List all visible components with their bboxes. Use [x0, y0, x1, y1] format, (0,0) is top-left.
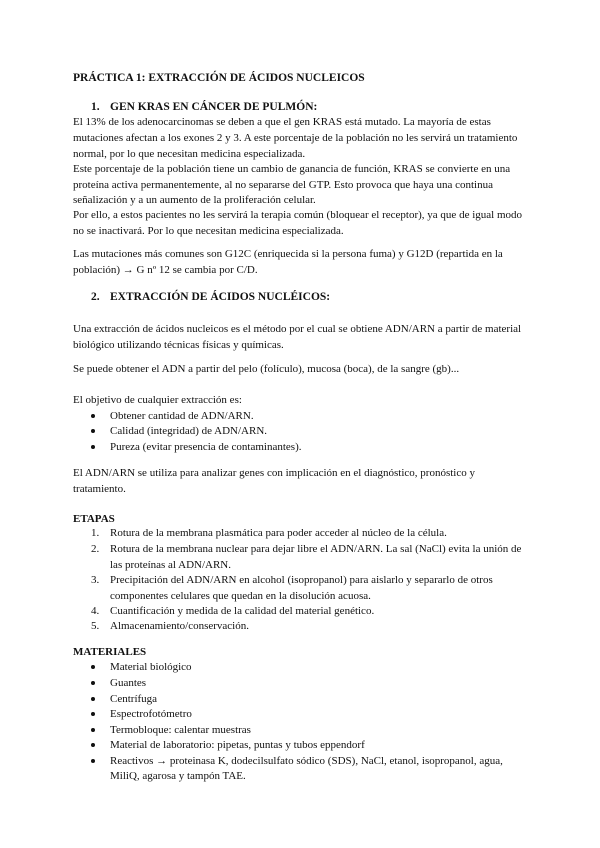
list-number: 5. [91, 620, 100, 632]
list-item: Termobloque: calentar muestras [110, 724, 251, 736]
list-number: 1. [91, 527, 100, 539]
paragraph-line: El 13% de los adenocarcinomas se deben a que el gen KRAS está mutado. La mayoría de estas [73, 116, 491, 128]
bullet-icon [91, 665, 95, 669]
bullet-icon [91, 445, 95, 449]
list-item: Centrífuga [110, 693, 158, 705]
paragraph-line: señalización y a un aumento de la proliferación celular. [73, 194, 316, 206]
bullet-icon [91, 712, 95, 716]
list-item-continuation: componentes celulares que quedan en la disolución acuosa. [110, 590, 371, 602]
paragraph-line: Las mutaciones más comunes son G12C (enriquecida si la persona fuma) y G12D (repartida en la [73, 248, 503, 260]
paragraph-line: normal, por lo que necesitan medicina especializada. [73, 148, 306, 160]
list-number: 3. [91, 574, 100, 586]
section-1-heading: GEN KRAS EN CÁNCER DE PULMÓN: [110, 101, 318, 113]
list-item: Material de laboratorio: pipetas, puntas y tubos eppendorf [110, 739, 365, 751]
list-item: Espectrofotómetro [110, 708, 192, 720]
bullet-icon [91, 414, 95, 418]
list-item: Obtener cantidad de ADN/ARN. [110, 410, 254, 422]
list-item: Material biológico [110, 661, 192, 673]
bullet-icon [91, 429, 95, 433]
bullet-icon [91, 728, 95, 732]
paragraph-line: biológico utilizando técnicas físicas y químicas. [73, 339, 284, 351]
list-item: Almacenamiento/conservación. [110, 620, 249, 632]
paragraph-line: mutaciones afectan a los exones 2 y 3. A este porcentaje de la población no les servirá un tratamiento [73, 132, 518, 144]
section-1-number: 1. [91, 101, 100, 113]
paragraph-line: no se inactivará. Por lo que necesitan medicina especializada. [73, 225, 344, 237]
paragraph-line: Se puede obtener el ADN a partir del pelo (folículo), mucosa (boca), de la sangre (gb)... [73, 363, 460, 375]
paragraph-line: Por ello, a estos pacientes no les servirá la terapia común (bloquear el receptor), ya que de igual modo [73, 209, 523, 221]
list-number: 2. [91, 543, 100, 555]
list-item: Guantes [110, 677, 147, 689]
bullet-icon [91, 743, 95, 747]
bullet-icon [91, 759, 95, 763]
list-item: Pureza (evitar presencia de contaminantes). [110, 441, 302, 453]
materiales-heading: MATERIALES [73, 646, 147, 658]
list-item: Calidad (integridad) de ADN/ARN. [110, 425, 268, 437]
bullet-icon [91, 697, 95, 701]
list-number: 4. [91, 605, 100, 617]
section-2-heading: EXTRACCIÓN DE ÁCIDOS NUCLÉICOS: [110, 291, 331, 303]
page-title: PRÁCTICA 1: EXTRACCIÓN DE ÁCIDOS NUCLEICOS [73, 72, 365, 84]
list-item-continuation: MiliQ, agarosa y tampón TAE. [110, 770, 246, 782]
paragraph-line: tratamiento. [73, 483, 126, 495]
etapas-heading: ETAPAS [73, 513, 115, 525]
paragraph-line: proteína activa permanentemente, al no separarse del GTP. Esto provoca que haya una continua [73, 179, 493, 191]
list-item-continuation: las proteínas al ADN/ARN. [110, 559, 231, 571]
section-2-number: 2. [91, 291, 100, 303]
list-item: Precipitación del ADN/ARN en alcohol (isopropanol) para aislarlo y separarlo de otros [110, 574, 493, 586]
paragraph-line: El ADN/ARN se utiliza para analizar genes con implicación en el diagnóstico, pronóstico y [73, 467, 475, 479]
paragraph-line: Este porcentaje de la población tiene un cambio de ganancia de función, KRAS se convierte en una [73, 163, 511, 175]
paragraph-line: El objetivo de cualquier extracción es: [73, 394, 242, 406]
bullet-icon [91, 681, 95, 685]
list-item: Reactivos → proteinasa K, dodecilsulfato sódico (SDS), NaCl, etanol, isopropanol, agua, [110, 755, 503, 767]
list-item: Rotura de la membrana nuclear para dejar libre el ADN/ARN. La sal (NaCl) evita la unión de [110, 543, 522, 555]
paragraph-line: población) → G nº 12 se cambia por C/D. [73, 264, 258, 276]
list-item: Cuantificación y medida de la calidad del material genético. [110, 605, 375, 617]
paragraph-line: Una extracción de ácidos nucleicos es el método por el cual se obtiene ADN/ARN a partir de material [73, 323, 522, 335]
list-item: Rotura de la membrana plasmática para poder acceder al núcleo de la célula. [110, 527, 447, 539]
